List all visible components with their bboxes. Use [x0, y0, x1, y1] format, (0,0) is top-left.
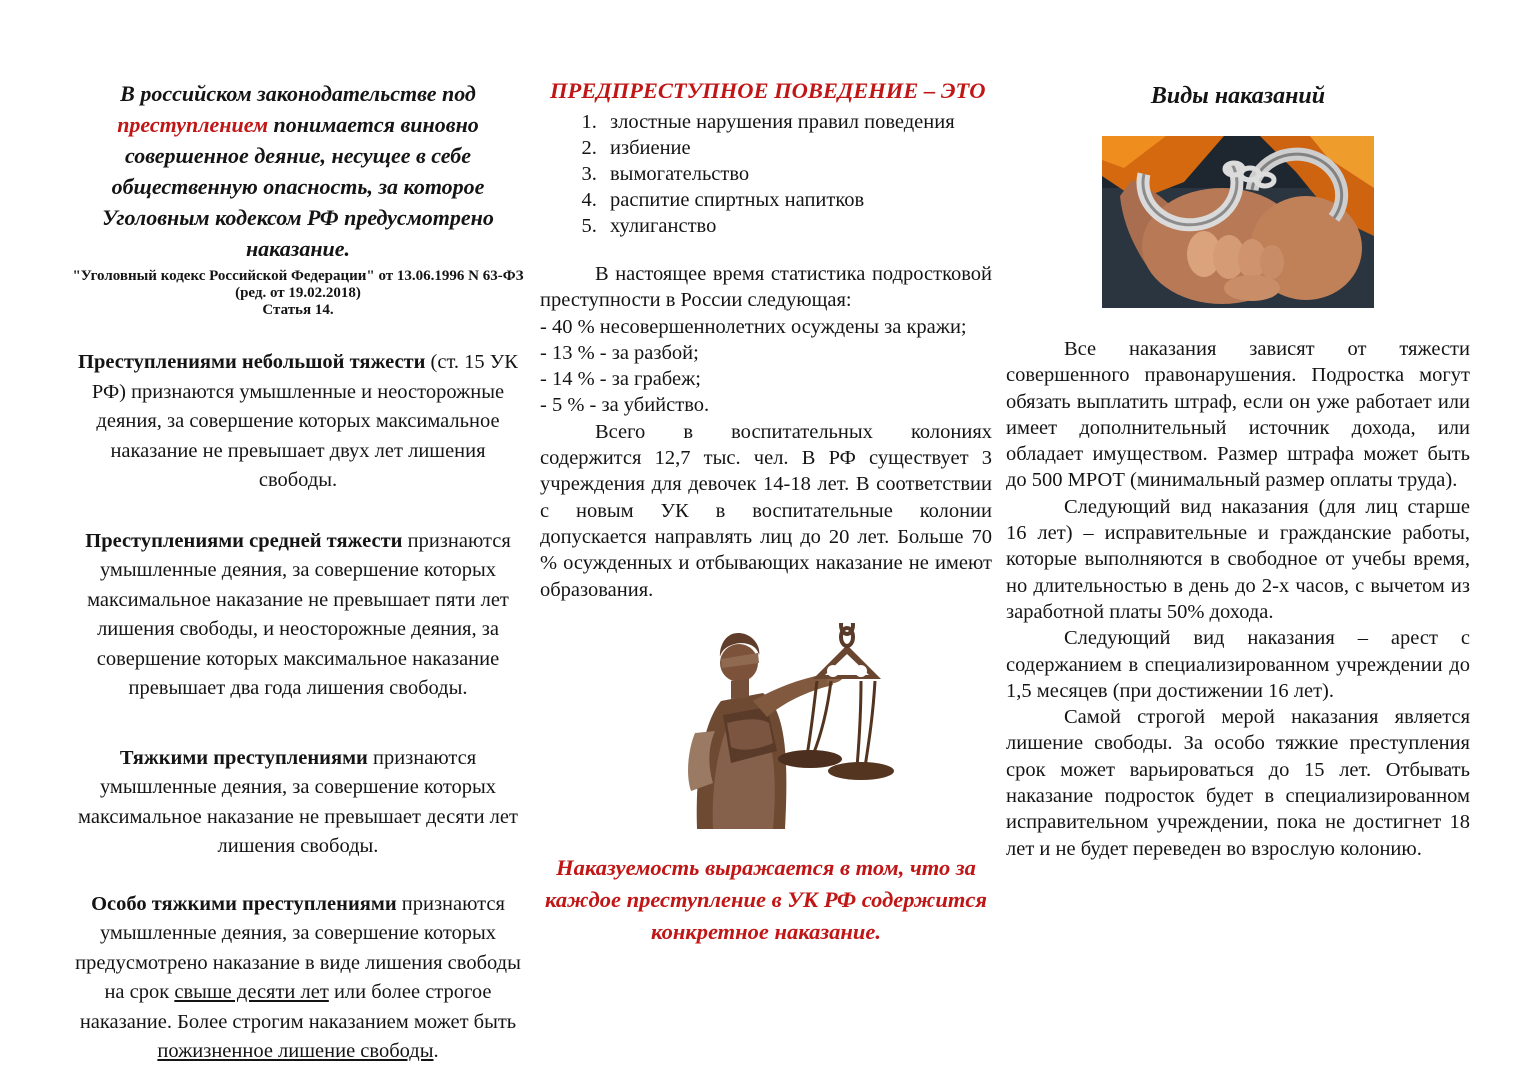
paragraph-minor-crimes — [72, 348, 524, 496]
list-item: 3. вымогательство — [602, 162, 992, 187]
text-segment: Тяжкими преступлениями — [119, 746, 368, 769]
text-segment: признаются умышленные деяния, за совершение которых предусмотрено наказание в виде лишения свободы на срок — [75, 892, 521, 1003]
crime-definition-text — [72, 78, 524, 264]
text-segment: Преступлениями средней тяжести — [85, 529, 403, 552]
juvenile-crime-statistics — [540, 261, 992, 603]
text-segment: понимается виновно совершенное деяние, несущее в себе общественную опасность, за которое Уголовным кодексом РФ предусмотрено наказание. — [102, 112, 494, 261]
text-segment: свыше десяти лет — [174, 981, 329, 1003]
list-item: 1. злостные нарушения правил поведения — [602, 110, 992, 135]
paragraph-especially-grave-crimes — [72, 890, 524, 1067]
list-item: 2. избиение — [602, 136, 992, 161]
statistics-intro: В настоящее время статистика подростковой преступности в России следующая: — [540, 263, 992, 312]
paragraph-medium-crimes — [72, 527, 524, 704]
text-segment: преступлением — [117, 112, 269, 137]
text-segment: Особо тяжкими преступлениями — [91, 892, 397, 915]
statistic-line-theft: - 40 % несовершеннолетних осуждены за кражи; — [540, 315, 967, 338]
paragraph-fine: Все наказания зависят от тяжести совершенного правонарушения. Подростка могут обязать выплатить штраф, если он уже работает или имеет дополнительный источник дохода, или обладает имуществом. Размер штрафа может быть до 500 МРОТ (минимальный размер оплаты труда). — [1006, 338, 1470, 492]
punishment-types-title: Виды наказаний — [1150, 83, 1326, 109]
law-source-reference — [72, 268, 524, 319]
law-source-line: "Уголовный кодекс Российской Федерации" от 13.06.1996 N 63-ФЗ — [72, 268, 524, 284]
punishability-note: Наказуемость выражается в том, что за каждое преступление в УК РФ содержится конкретное наказание. — [545, 854, 987, 944]
paragraph-grave-crimes — [72, 744, 524, 862]
colonies-summary: Всего в воспитательных колониях содержится 12,7 тыс. чел. В РФ существует 3 учреждения для девочек 14-18 лет. В соответствии с новым УК в воспитательные колонии допускается направлять лиц до 20 лет. Больше 70 % осужденных и отбывающих наказание не имеют образования. — [540, 420, 992, 601]
list-item: 4. распитие спиртных напитков — [602, 188, 992, 213]
list-item: 5. хулиганство — [602, 214, 992, 239]
text-segment: или более строгое наказание. Более строгим наказанием может быть — [79, 981, 517, 1033]
text-segment: . — [433, 1040, 439, 1062]
text-segment: признаются умышленные деяния, за совершение которых максимальное наказание не превышает пяти лет лишения свободы, и неосторожные деяния, за совершение которых максимальное наказание превышает два года лишения свободы. — [87, 529, 511, 699]
right-column — [1006, 78, 1470, 862]
paragraph-correctional-works: Следующий вид наказания (для лиц старше 16 лет) – исправительные и гражданские работы, которые выполняются в свободное от учебы время, но длительностью в день до 2-х часов, с вычетом из заработной платы 50% дохода. — [1006, 495, 1470, 623]
text-segment: пожизненное лишение свободы — [157, 1040, 434, 1062]
handcuffs-illustration — [1102, 136, 1374, 308]
law-source-line: (ред. от 19.02.2018) — [235, 285, 361, 301]
statistic-line-robbery: - 13 % - за разбой; — [540, 341, 699, 364]
text-segment: В российском законодательстве под — [120, 81, 476, 106]
pre-criminal-behavior-title: ПРЕДПРЕСТУПНОЕ ПОВЕДЕНИЕ – ЭТО — [550, 78, 986, 103]
statistic-line-burglary: - 14 % - за грабеж; — [540, 368, 701, 391]
pre-criminal-behavior-list — [540, 110, 992, 239]
statistic-line-murder: - 5 % - за убийство. — [540, 394, 710, 417]
paragraph-arrest: Следующий вид наказания – арест с содержанием в специализированном учреждении до 1,5 месяцев (при достижении 16 лет). — [1006, 627, 1470, 702]
middle-column — [540, 78, 992, 948]
text-segment: признаются умышленные деяния, за совершение которых максимальное наказание не превышает десяти лет лишения свободы. — [78, 746, 518, 857]
text-segment: Преступлениями небольшой тяжести — [78, 351, 426, 373]
text-segment: (ст. 15 УК РФ) признаются умышленные и неосторожные деяния, за совершение которых максимальное наказание не превышает двух лет лишения свободы. — [91, 351, 518, 491]
handcuffs-image — [1006, 136, 1470, 308]
justice-statue-image — [540, 623, 992, 836]
justice-statue-illustration — [635, 623, 897, 831]
law-source-line: Статья 14. — [262, 302, 334, 318]
left-column — [72, 78, 524, 1067]
paragraph-imprisonment: Самой строгой мерой наказания является лишение свободы. За особо тяжкие преступления срок может варьироваться до 15 лет. Отбывать наказание подросток будет в специализированном исправительном учреждении, пока не достигнет 18 лет и не будет переведен во взрослую колонию. — [1006, 706, 1470, 860]
